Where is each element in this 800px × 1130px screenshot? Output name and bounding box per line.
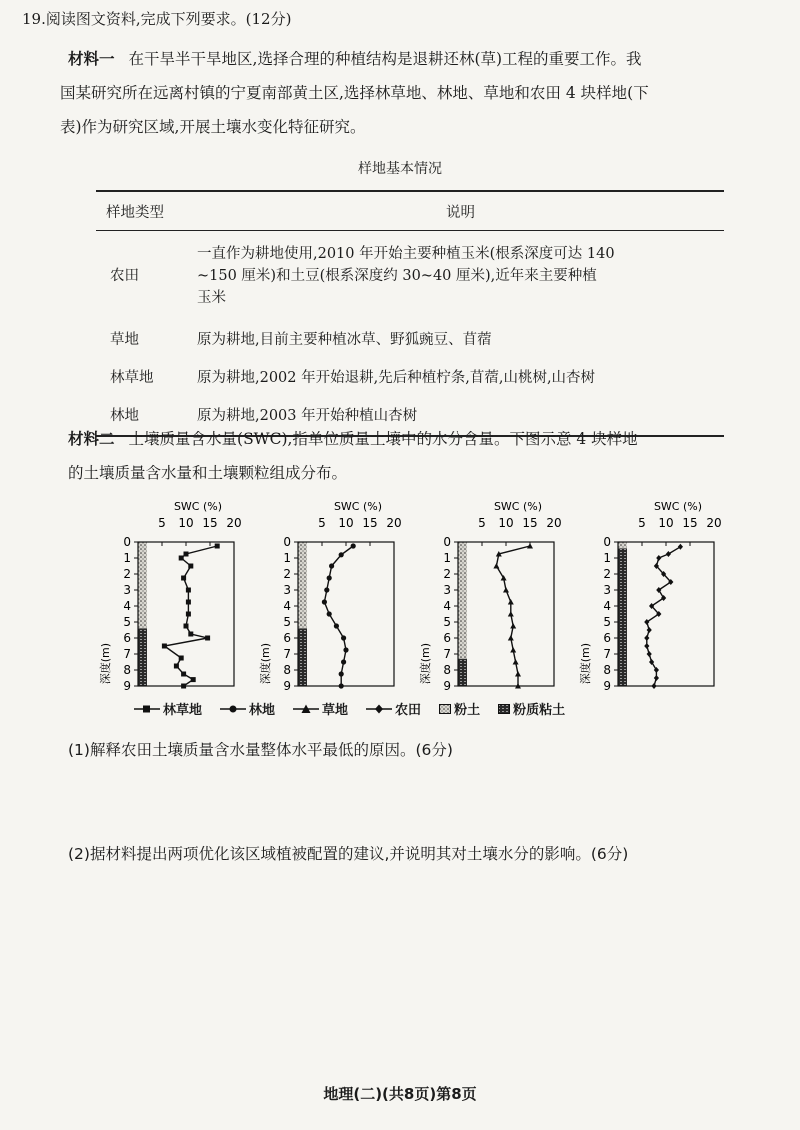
y-tick-label: 5 [443, 615, 451, 629]
soil-layer [298, 542, 307, 628]
x-tick-label: 15 [522, 516, 538, 530]
data-point [339, 671, 344, 676]
x-tick-label: 10 [498, 516, 514, 530]
silt-swatch-icon [439, 704, 451, 714]
y-tick-label: 4 [283, 599, 291, 613]
triangle-line-icon [293, 704, 319, 714]
y-tick-label: 6 [603, 631, 611, 645]
sample-site-table [96, 190, 724, 437]
question-2: (2)据材料提出两项优化该区域植被配置的建议,并说明其对土壤水分的影响。(6分) [68, 845, 629, 863]
data-point [186, 588, 191, 593]
legend-item [134, 699, 202, 718]
x-tick-label: 10 [178, 516, 194, 530]
data-point [186, 600, 191, 605]
data-point [351, 543, 356, 548]
site-type-cell: 林草地 [110, 370, 154, 386]
data-point [181, 684, 186, 689]
y-tick-label: 5 [123, 615, 131, 629]
site-desc-line: 玉米 [197, 290, 226, 306]
material-two-line1: 土壤质量含水量(SWC),指单位质量土壤中的水分含量。下图示意 4 块样地 [128, 430, 638, 448]
site-desc-cell: 原为耕地,2002 年开始退耕,先后种植柠条,苜蓿,山桃树,山杏树 [197, 370, 596, 386]
legend-label: 农田 [395, 703, 422, 718]
table-title: 样地基本情况 [358, 161, 442, 177]
y-tick-label: 2 [283, 567, 291, 581]
data-point [179, 556, 184, 561]
data-point [191, 677, 196, 682]
y-tick-label: 5 [283, 615, 291, 629]
data-point [327, 575, 332, 580]
data-point [647, 627, 652, 633]
data-point [179, 656, 184, 661]
x-tick-label: 15 [202, 516, 218, 530]
y-tick-label: 8 [443, 663, 451, 677]
x-axis-title: SWC (%) [653, 500, 703, 513]
data-point [327, 611, 332, 616]
series-line [647, 547, 681, 686]
data-point [678, 544, 683, 550]
y-axis-title: 深度(m) [579, 642, 592, 685]
data-point [181, 576, 186, 581]
x-axis-title: SWC (%) [333, 500, 383, 513]
circle-line-icon [220, 704, 246, 714]
data-point [510, 647, 516, 653]
data-point [508, 611, 514, 617]
y-tick-label: 8 [123, 663, 131, 677]
site-desc-line: 一直作为耕地使用,2010 年开始主要种植玉米(根系深度可达 140 [197, 246, 615, 262]
table-row [96, 321, 724, 359]
legend-item [439, 699, 480, 718]
y-axis-title: 深度(m) [99, 642, 112, 685]
soil-layer [458, 542, 467, 659]
data-point [339, 552, 344, 557]
material-two-lead: 材料二 [68, 430, 115, 448]
site-desc-cell [197, 231, 724, 322]
data-point [510, 623, 516, 629]
y-tick-label: 8 [603, 663, 611, 677]
soil-layer [618, 548, 627, 686]
square-line-icon [134, 704, 160, 714]
site-type-cell: 草地 [110, 332, 139, 348]
y-tick-label: 7 [283, 647, 291, 661]
x-tick-label: 20 [706, 516, 722, 530]
data-point [184, 552, 189, 557]
y-tick-label: 2 [603, 567, 611, 581]
y-tick-label: 3 [603, 583, 611, 597]
soil-layer [138, 542, 147, 628]
y-tick-label: 0 [123, 535, 131, 549]
material-one-line2: 国某研究所在远离村镇的宁夏南部黄土区,选择林草地、林地、草地和农田 4 块样地(下 [60, 84, 649, 102]
swc-chart-4 [578, 500, 722, 693]
data-point [656, 555, 661, 561]
data-point [508, 635, 514, 641]
plot-frame [458, 542, 554, 686]
data-point [654, 675, 659, 681]
data-point [184, 624, 189, 629]
data-point [181, 672, 186, 677]
legend-label: 林草地 [163, 703, 203, 718]
material-one-lead: 材料一 [68, 50, 115, 68]
y-tick-label: 0 [443, 535, 451, 549]
y-tick-label: 4 [603, 599, 611, 613]
data-point [174, 664, 179, 669]
y-tick-label: 3 [443, 583, 451, 597]
swc-profile-charts [88, 500, 728, 700]
soil-layer [618, 542, 627, 548]
data-point [647, 651, 652, 657]
table-header-desc: 说明 [197, 191, 724, 231]
data-point [205, 636, 210, 641]
data-point [343, 647, 348, 652]
y-tick-label: 4 [443, 599, 451, 613]
data-point [188, 632, 193, 637]
question-1: (1)解释农田土壤质量含水量整体水平最低的原因。(6分) [68, 741, 453, 759]
site-desc-line: ~150 厘米)和土豆(根系深度约 30~40 厘米),近年来主要种植 [197, 268, 597, 284]
data-point [503, 587, 509, 593]
y-tick-label: 0 [603, 535, 611, 549]
table-header-row [96, 191, 724, 231]
y-tick-label: 0 [283, 535, 291, 549]
data-point [513, 659, 519, 665]
y-tick-label: 9 [123, 679, 131, 693]
y-tick-label: 4 [123, 599, 131, 613]
x-axis-title: SWC (%) [493, 500, 543, 513]
legend-label: 粉质粘土 [513, 703, 566, 718]
y-tick-label: 5 [603, 615, 611, 629]
legend-label: 粉土 [454, 703, 481, 718]
question-title: 19.阅读图文资料,完成下列要求。(12分) [22, 10, 292, 28]
material-two [68, 422, 758, 490]
data-point [644, 643, 649, 649]
soil-layer [298, 628, 307, 686]
diamond-line-icon [366, 704, 392, 714]
x-tick-label: 20 [226, 516, 242, 530]
x-tick-label: 5 [318, 516, 326, 530]
data-point [527, 543, 533, 549]
x-tick-label: 15 [682, 516, 698, 530]
x-tick-label: 15 [362, 516, 378, 530]
data-point [324, 587, 329, 592]
data-point [644, 619, 649, 625]
y-tick-label: 1 [443, 551, 451, 565]
y-tick-label: 7 [123, 647, 131, 661]
y-tick-label: 2 [123, 567, 131, 581]
x-tick-label: 20 [386, 516, 402, 530]
x-axis-title: SWC (%) [173, 500, 223, 513]
y-tick-label: 2 [443, 567, 451, 581]
material-one-line1: 在干旱半干旱地区,选择合理的种植结构是退耕还林(草)工程的重要工作。我 [128, 50, 642, 68]
data-point [341, 635, 346, 640]
data-point [508, 599, 514, 605]
y-tick-label: 8 [283, 663, 291, 677]
data-point [341, 659, 346, 664]
data-point [493, 563, 499, 569]
table-header-type: 样地类型 [96, 191, 197, 231]
y-tick-label: 9 [603, 679, 611, 693]
site-desc-cell: 原为耕地,2003 年开始种植山杏树 [197, 397, 724, 436]
y-tick-label: 9 [283, 679, 291, 693]
table-row [96, 359, 724, 397]
legend-item [293, 699, 348, 718]
y-tick-label: 6 [283, 631, 291, 645]
y-tick-label: 9 [443, 679, 451, 693]
y-tick-label: 7 [443, 647, 451, 661]
silty-clay-swatch-icon [498, 704, 510, 714]
site-type-cell: 林地 [96, 397, 197, 436]
x-tick-label: 5 [478, 516, 486, 530]
y-tick-label: 3 [123, 583, 131, 597]
y-tick-label: 7 [603, 647, 611, 661]
swc-chart-2 [258, 500, 402, 693]
x-tick-label: 5 [158, 516, 166, 530]
y-axis-title: 深度(m) [419, 642, 432, 685]
y-axis-title: 深度(m) [259, 642, 272, 685]
plot-frame [618, 542, 714, 686]
y-tick-label: 6 [123, 631, 131, 645]
data-point [334, 623, 339, 628]
x-tick-label: 10 [658, 516, 674, 530]
data-point [322, 599, 327, 604]
legend-item [366, 699, 421, 718]
data-point [186, 612, 191, 617]
data-point [515, 671, 521, 677]
data-point [162, 644, 167, 649]
plot-frame [298, 542, 394, 686]
site-desc-cell: 原为耕地,目前主要种植冰草、野狐豌豆、苜蓿 [197, 332, 492, 348]
legend-item [220, 699, 275, 718]
y-tick-label: 1 [283, 551, 291, 565]
legend-label: 林地 [249, 703, 276, 718]
x-tick-label: 20 [546, 516, 562, 530]
x-tick-label: 10 [338, 516, 354, 530]
swc-chart-3 [418, 500, 562, 693]
chart-legend [134, 699, 583, 718]
data-point [651, 683, 656, 689]
y-tick-label: 6 [443, 631, 451, 645]
y-tick-label: 3 [283, 583, 291, 597]
y-tick-label: 1 [603, 551, 611, 565]
legend-label: 草地 [322, 703, 349, 718]
legend-item [498, 699, 565, 718]
table-row [96, 231, 724, 322]
swc-chart-1 [98, 500, 242, 693]
data-point [188, 564, 193, 569]
y-tick-label: 1 [123, 551, 131, 565]
site-type-cell: 农田 [110, 268, 139, 284]
material-two-line2: 的土壤质量含水量和土壤颗粒组成分布。 [68, 464, 348, 482]
data-point [644, 635, 649, 641]
page-footer: 地理(二)(共8页)第8页 [323, 1085, 477, 1103]
material-one [60, 42, 758, 144]
data-point [339, 683, 344, 688]
material-one-line3: 表)作为研究区域,开展土壤水变化特征研究。 [60, 118, 366, 136]
data-point [666, 551, 671, 557]
data-point [329, 563, 334, 568]
soil-layer [458, 659, 467, 686]
soil-layer [138, 628, 147, 686]
data-point [215, 544, 220, 549]
x-tick-label: 5 [638, 516, 646, 530]
